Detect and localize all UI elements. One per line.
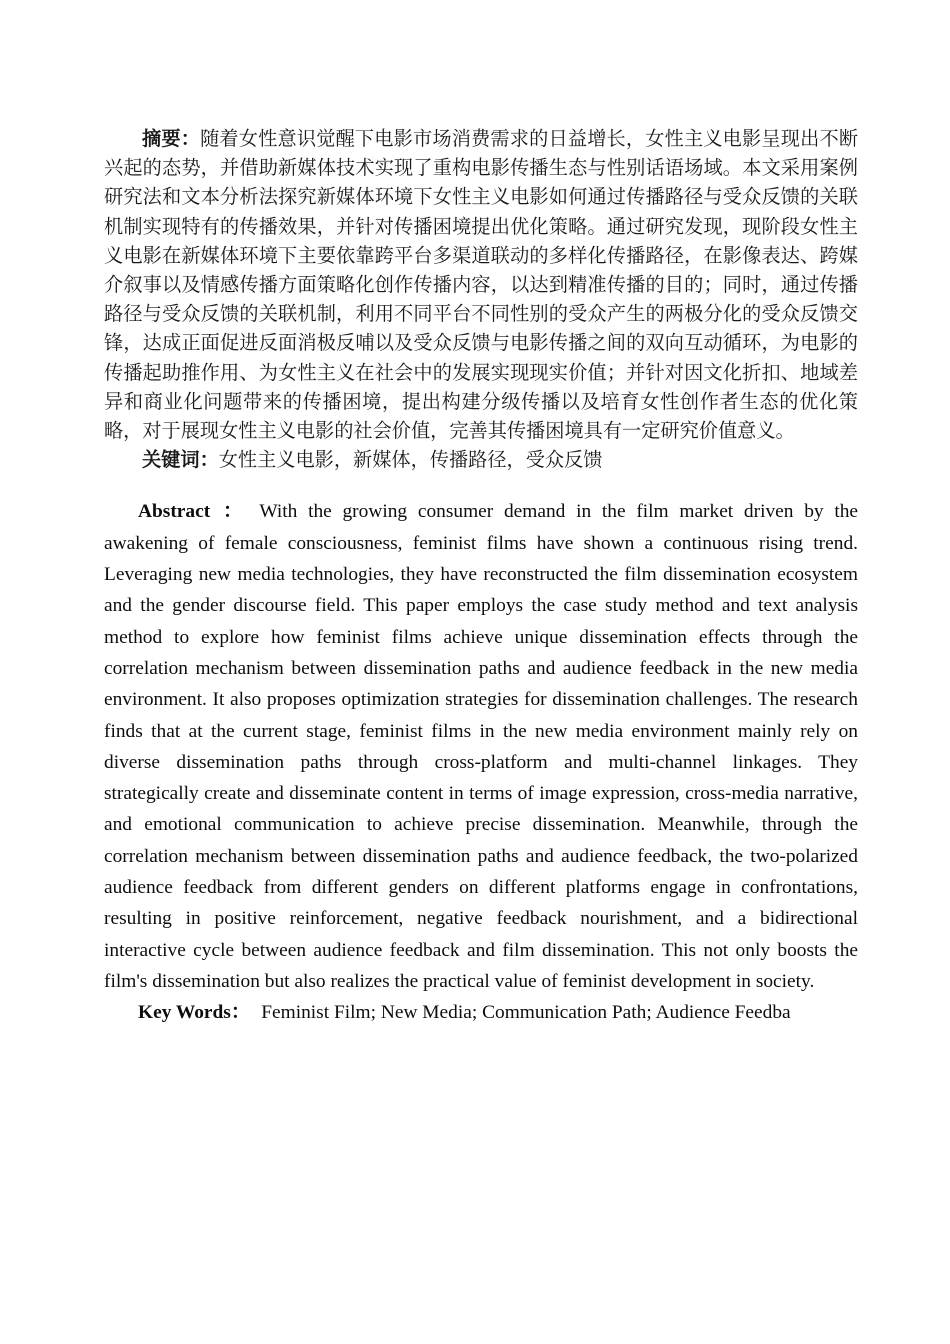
english-abstract-paragraph xyxy=(104,496,858,997)
english-keywords-value: Feminist Film; New Media; Communication Path; Audience Feedba xyxy=(261,1002,791,1024)
chinese-abstract-section xyxy=(104,124,858,474)
chinese-abstract-paragraph xyxy=(104,124,858,445)
english-abstract-label: Abstract xyxy=(138,501,211,523)
chinese-abstract-label: 摘要 xyxy=(142,127,181,150)
chinese-abstract-body: 随着女性意识觉醒下电影市场消费需求的日益增长，女性主义电影呈现出不断兴起的态势，并借助新媒体技术实现了重构电影传播生态与性别话语场域。本文采用案例研究法和文本分析法探究新媒体环境下女性主义电影如何通过传播路径与受众反馈的关联机制实现特有的传播效果，并针对传播困境提出优化策略。通过研究发现，现阶段女性主义电影在新媒体环境下主要依靠跨平台多渠道联动的多样化传播路径，在影像表达、跨媒介叙事以及情感传播方面策略化创作传播内容，以达到精准传播的目的；同时，通过传播路径与受众反馈的关联机制，利用不同平台不同性别的受众产生的两极分化的受众反馈交锋，达成正面促进反面消极反哺以及受众反馈与电影传播之间的双向互动循环，为电影的传播起助推作用、为女性主义在社会中的发展实现现实价值；并针对因文化折扣、地域差异和商业化问题带来的传播困境，提出构建分级传播以及培育女性创作者生态的优化策略，对于展现女性主义电影的社会价值，完善其传播困境具有一定研究价值意义。 xyxy=(104,127,859,443)
chinese-keywords-value: 女性主义电影，新媒体，传播路径，受众反馈 xyxy=(218,448,603,472)
english-keywords-colon: ： xyxy=(230,1002,251,1024)
chinese-keywords-colon: ： xyxy=(199,448,219,472)
english-keywords-label: Key Words xyxy=(138,1002,231,1024)
abstract-content-area xyxy=(104,124,858,1028)
english-abstract-body: With the growing consumer demand in the film market driven by the awakening of female consciousness, feminist films have shown a continuous rising trend. Leveraging new media technologies, they have reconstructed the film dissemination ecosystem and the gender discourse field. This paper employs the case study method and text analysis method to explore how feminist films achieve unique dissemination effects through the correlation mechanism between dissemination paths and audience feedback in the new media environment. It also proposes optimization strategies for dissemination challenges. The research finds that at the current stage, feminist films in the new media environment mainly rely on diverse dissemination paths through cross-platform and multi-channel linkages. They strategically create and disseminate content in terms of image expression, cross-media narrative, and emotional communication to achieve precise dissemination. Meanwhile, through the correlation mechanism between dissemination paths and audience feedback, the two-polarized audience feedback from different genders on different platforms engage in confrontations, resulting in positive reinforcement, negative feedback nourishment, and a bidirectional interactive cycle between audience feedback and film dissemination. This not only boosts the film's dissemination but also realizes the practical value of feminist development in society. xyxy=(104,501,859,992)
chinese-abstract-colon: ： xyxy=(180,127,201,150)
chinese-keywords-label: 关键词 xyxy=(142,448,200,472)
english-abstract-colon: ： xyxy=(217,501,249,523)
chinese-keywords-line xyxy=(104,445,858,474)
english-keywords-line xyxy=(104,997,858,1028)
english-abstract-section xyxy=(104,496,858,1028)
